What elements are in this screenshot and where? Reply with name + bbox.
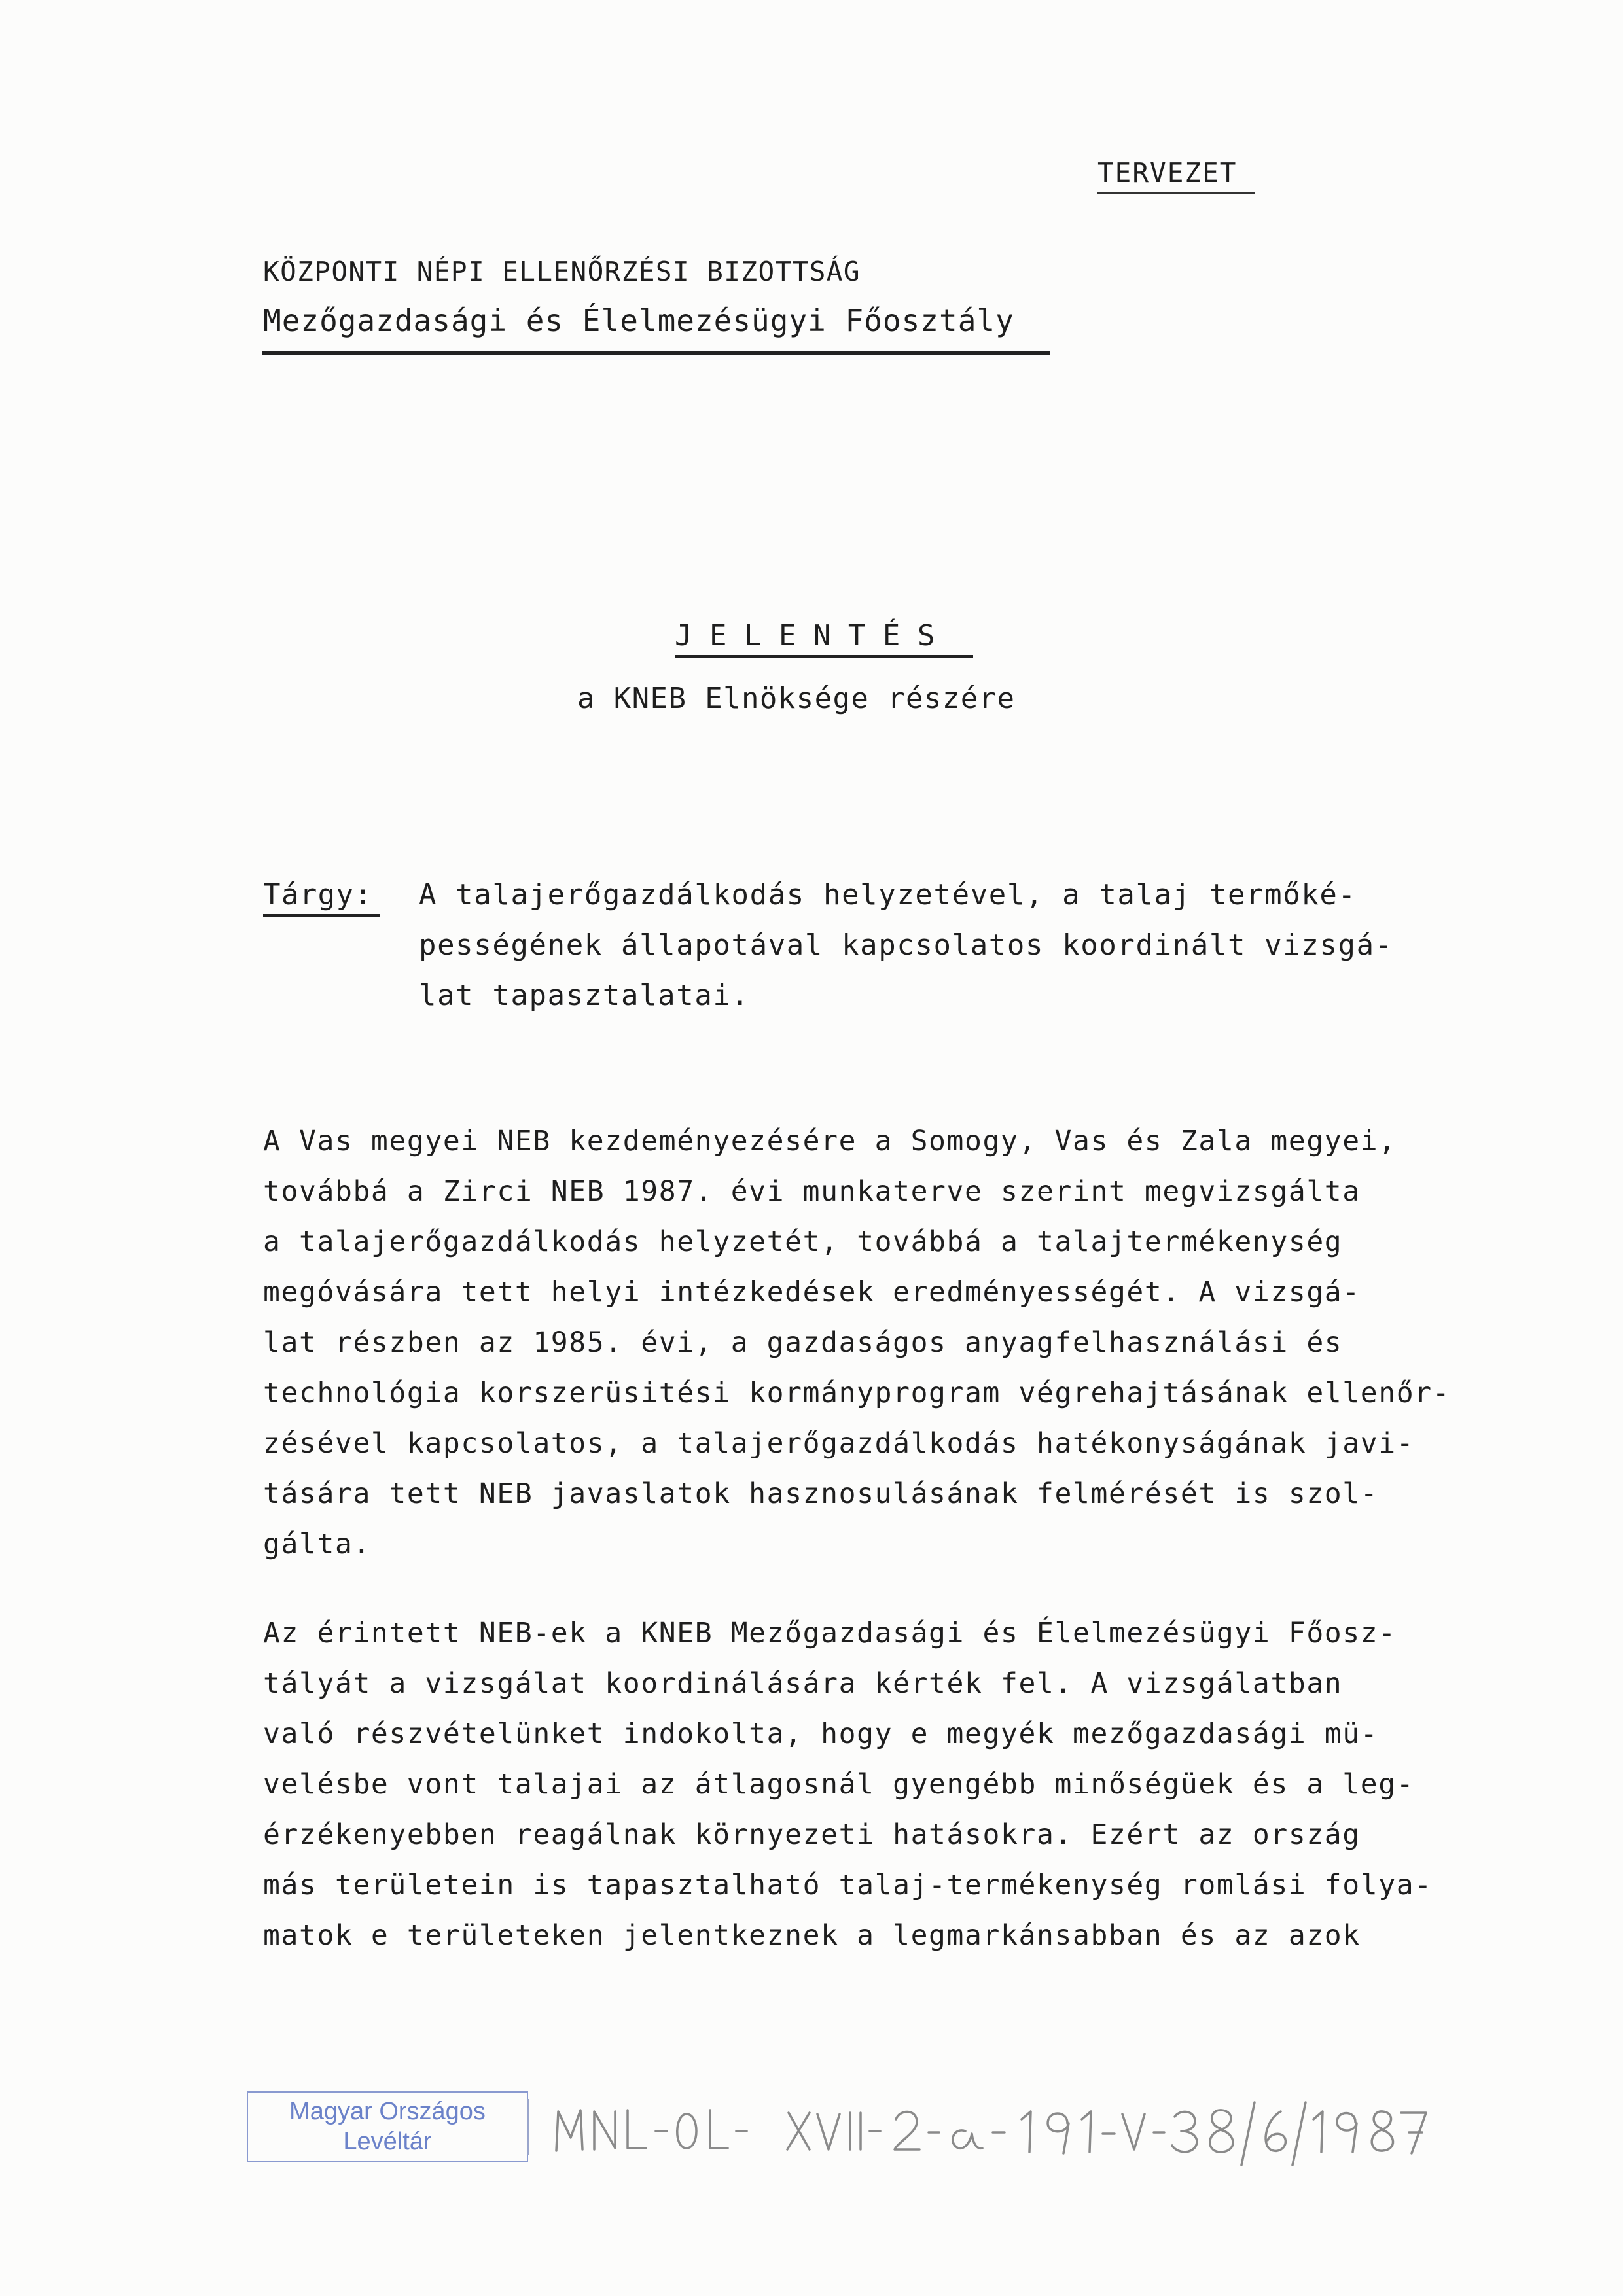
draft-underline <box>1097 192 1255 194</box>
paragraph-line: a talajerőgazdálkodás helyzetét, továbbá a talajtermékenység <box>263 1226 1343 1258</box>
paragraph-line: érzékenyebben reagálnak környezeti hatásokra. Ezért az ország <box>263 1818 1361 1851</box>
paragraph-line: technológia korszerüsitési kormányprogram végrehajtásának ellenőr- <box>263 1377 1451 1409</box>
paragraph-line: matok e területeken jelentkeznek a legmarkánsabban és az azok <box>263 1919 1361 1952</box>
paragraph-line: gálta. <box>263 1528 371 1561</box>
paragraph-line: megóvására tett helyi intézkedések eredményességét. A vizsgá- <box>263 1276 1361 1309</box>
report-title: J E L E N T É S <box>675 619 935 652</box>
subject-line: lat tapasztalatai. <box>419 979 750 1012</box>
subject-line: pességének állapotával kapcsolatos koordinált vizsgá- <box>419 928 1393 962</box>
paragraph-line: A Vas megyei NEB kezdeményezésére a Somogy, Vas és Zala megyei, <box>263 1125 1397 1157</box>
paragraph-line: más területein is tapasztalható talaj-termékenység romlási folya- <box>263 1869 1433 1901</box>
department-name: Mezőgazdasági és Élelmezésügyi Főosztály <box>263 303 1014 338</box>
archive-stamp <box>247 2091 528 2162</box>
paragraph-line: Az érintett NEB-ek a KNEB Mezőgazdasági és Élelmezésügyi Főosz- <box>263 1617 1397 1650</box>
paragraph-line: lat részben az 1985. évi, a gazdaságos anyagfelhasználási és <box>263 1326 1343 1359</box>
handwritten-archive-reference <box>553 2097 1515 2169</box>
draft-label: TERVEZET <box>1097 157 1238 188</box>
paragraph-line: velésbe vont talajai az átlagosnál gyengébb minőségüek és a leg- <box>263 1768 1415 1801</box>
subject-line: A talajerőgazdálkodás helyzetével, a talaj termőké- <box>419 878 1357 911</box>
stamp-border <box>527 2099 529 2155</box>
stamp-line: Magyar Országos <box>289 2098 486 2125</box>
paragraph-line: zésével kapcsolatos, a talajerőgazdálkodás hatékonyságának javi- <box>263 1427 1415 1460</box>
paragraph-line: tályát a vizsgálat koordinálására kérték fel. A vizsgálatban <box>263 1667 1343 1700</box>
subject-label: Tárgy: <box>263 878 373 911</box>
stamp-line: Levéltár <box>343 2128 432 2155</box>
subject-label-underline <box>263 914 380 917</box>
paragraph-line: való részvételünket indokolta, hogy e megyék mezőgazdasági mü- <box>263 1718 1379 1750</box>
paragraph-line: továbbá a Zirci NEB 1987. évi munkaterve szerint megvizsgálta <box>263 1175 1361 1208</box>
header-underline <box>262 351 1050 355</box>
organization-name: KÖZPONTI NÉPI ELLENŐRZÉSI BIZOTTSÁG <box>263 256 861 287</box>
paragraph-line: tására tett NEB javaslatok hasznosulásának felmérését is szol- <box>263 1477 1379 1510</box>
title-underline <box>675 655 973 658</box>
report-subtitle: a KNEB Elnöksége részére <box>577 682 1016 715</box>
